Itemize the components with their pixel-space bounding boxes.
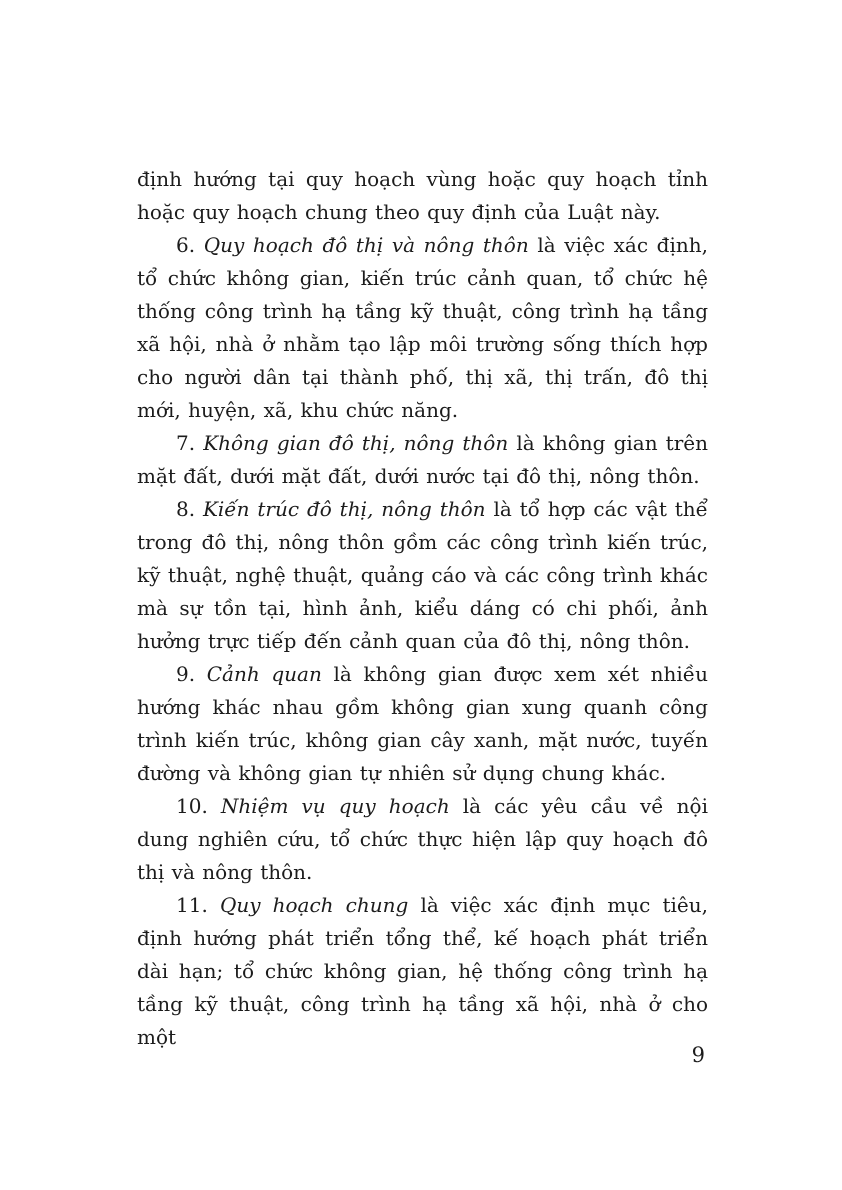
paragraph-text: là các yêu cầu về nội dung nghiên cứu, tổ chức thực hiện lập quy hoạch đô thị và nông thôn. [137, 794, 708, 884]
item-number: 7. [176, 431, 204, 455]
page-number: 9 [691, 1043, 705, 1067]
paragraph-text: là tổ hợp các vật thể trong đô thị, nông thôn gồm các công trình kiến trúc, kỹ thuật, nghệ thuật, quảng cáo và các công trình khác mà sự tồn tại, hình ảnh, kiểu dáng có chi phối, ảnh hưởng trực tiếp đến cảnh quan của đô thị, nông thôn. [137, 497, 708, 653]
paragraph-text: là việc xác định, tổ chức không gian, kiến trúc cảnh quan, tổ chức hệ thống công trình hạ tầng kỹ thuật, công trình hạ tầng xã hội, nhà ở nhằm tạo lập môi trường sống thích hợp cho người dân tại thành phố, thị xã, thị trấn, đô thị mới, huyện, xã, khu chức năng. [137, 233, 708, 422]
defined-term: Không gian đô thị, nông thôn [203, 431, 509, 455]
defined-term: Quy hoạch đô thị và nông thôn [203, 233, 529, 257]
paragraph-text: là việc xác định mục tiêu, định hướng phát triển tổng thể, kế hoạch phát triển dài hạn; tổ chức không gian, hệ thống công trình hạ tầng kỹ thuật, công trình hạ tầng xã hội, nhà ở cho một [137, 893, 708, 1049]
item-number: 10. [176, 794, 221, 818]
item-number: 8. [176, 497, 203, 521]
defined-term: Kiến trúc đô thị, nông thôn [202, 497, 486, 521]
item-number: 9. [176, 662, 207, 686]
body-text [137, 163, 708, 1054]
paragraph-item-10 [137, 790, 708, 889]
item-number: 11. [176, 893, 220, 917]
defined-term: Quy hoạch chung [219, 893, 409, 917]
paragraph-text: là không gian được xem xét nhiều hướng khác nhau gồm không gian xung quanh công trình kiến trúc, không gian cây xanh, mặt nước, tuyến đường và không gian tự nhiên sử dụng chung khác. [137, 662, 708, 785]
paragraph-item-11 [137, 889, 708, 1054]
paragraph-text: định hướng tại quy hoạch vùng hoặc quy hoạch tỉnh hoặc quy hoạch chung theo quy định của Luật này. [137, 167, 708, 224]
paragraph-text: là không gian trên mặt đất, dưới mặt đất, dưới nước tại đô thị, nông thôn. [137, 431, 708, 488]
paragraph-item-8 [137, 493, 708, 658]
defined-term: Nhiệm vụ quy hoạch [220, 794, 450, 818]
paragraph-item-6 [137, 229, 708, 427]
paragraph-item-7 [137, 427, 708, 493]
paragraph-continuation [137, 163, 708, 229]
paragraph-item-9 [137, 658, 708, 790]
defined-term: Cảnh quan [206, 662, 322, 686]
item-number: 6. [176, 233, 204, 257]
